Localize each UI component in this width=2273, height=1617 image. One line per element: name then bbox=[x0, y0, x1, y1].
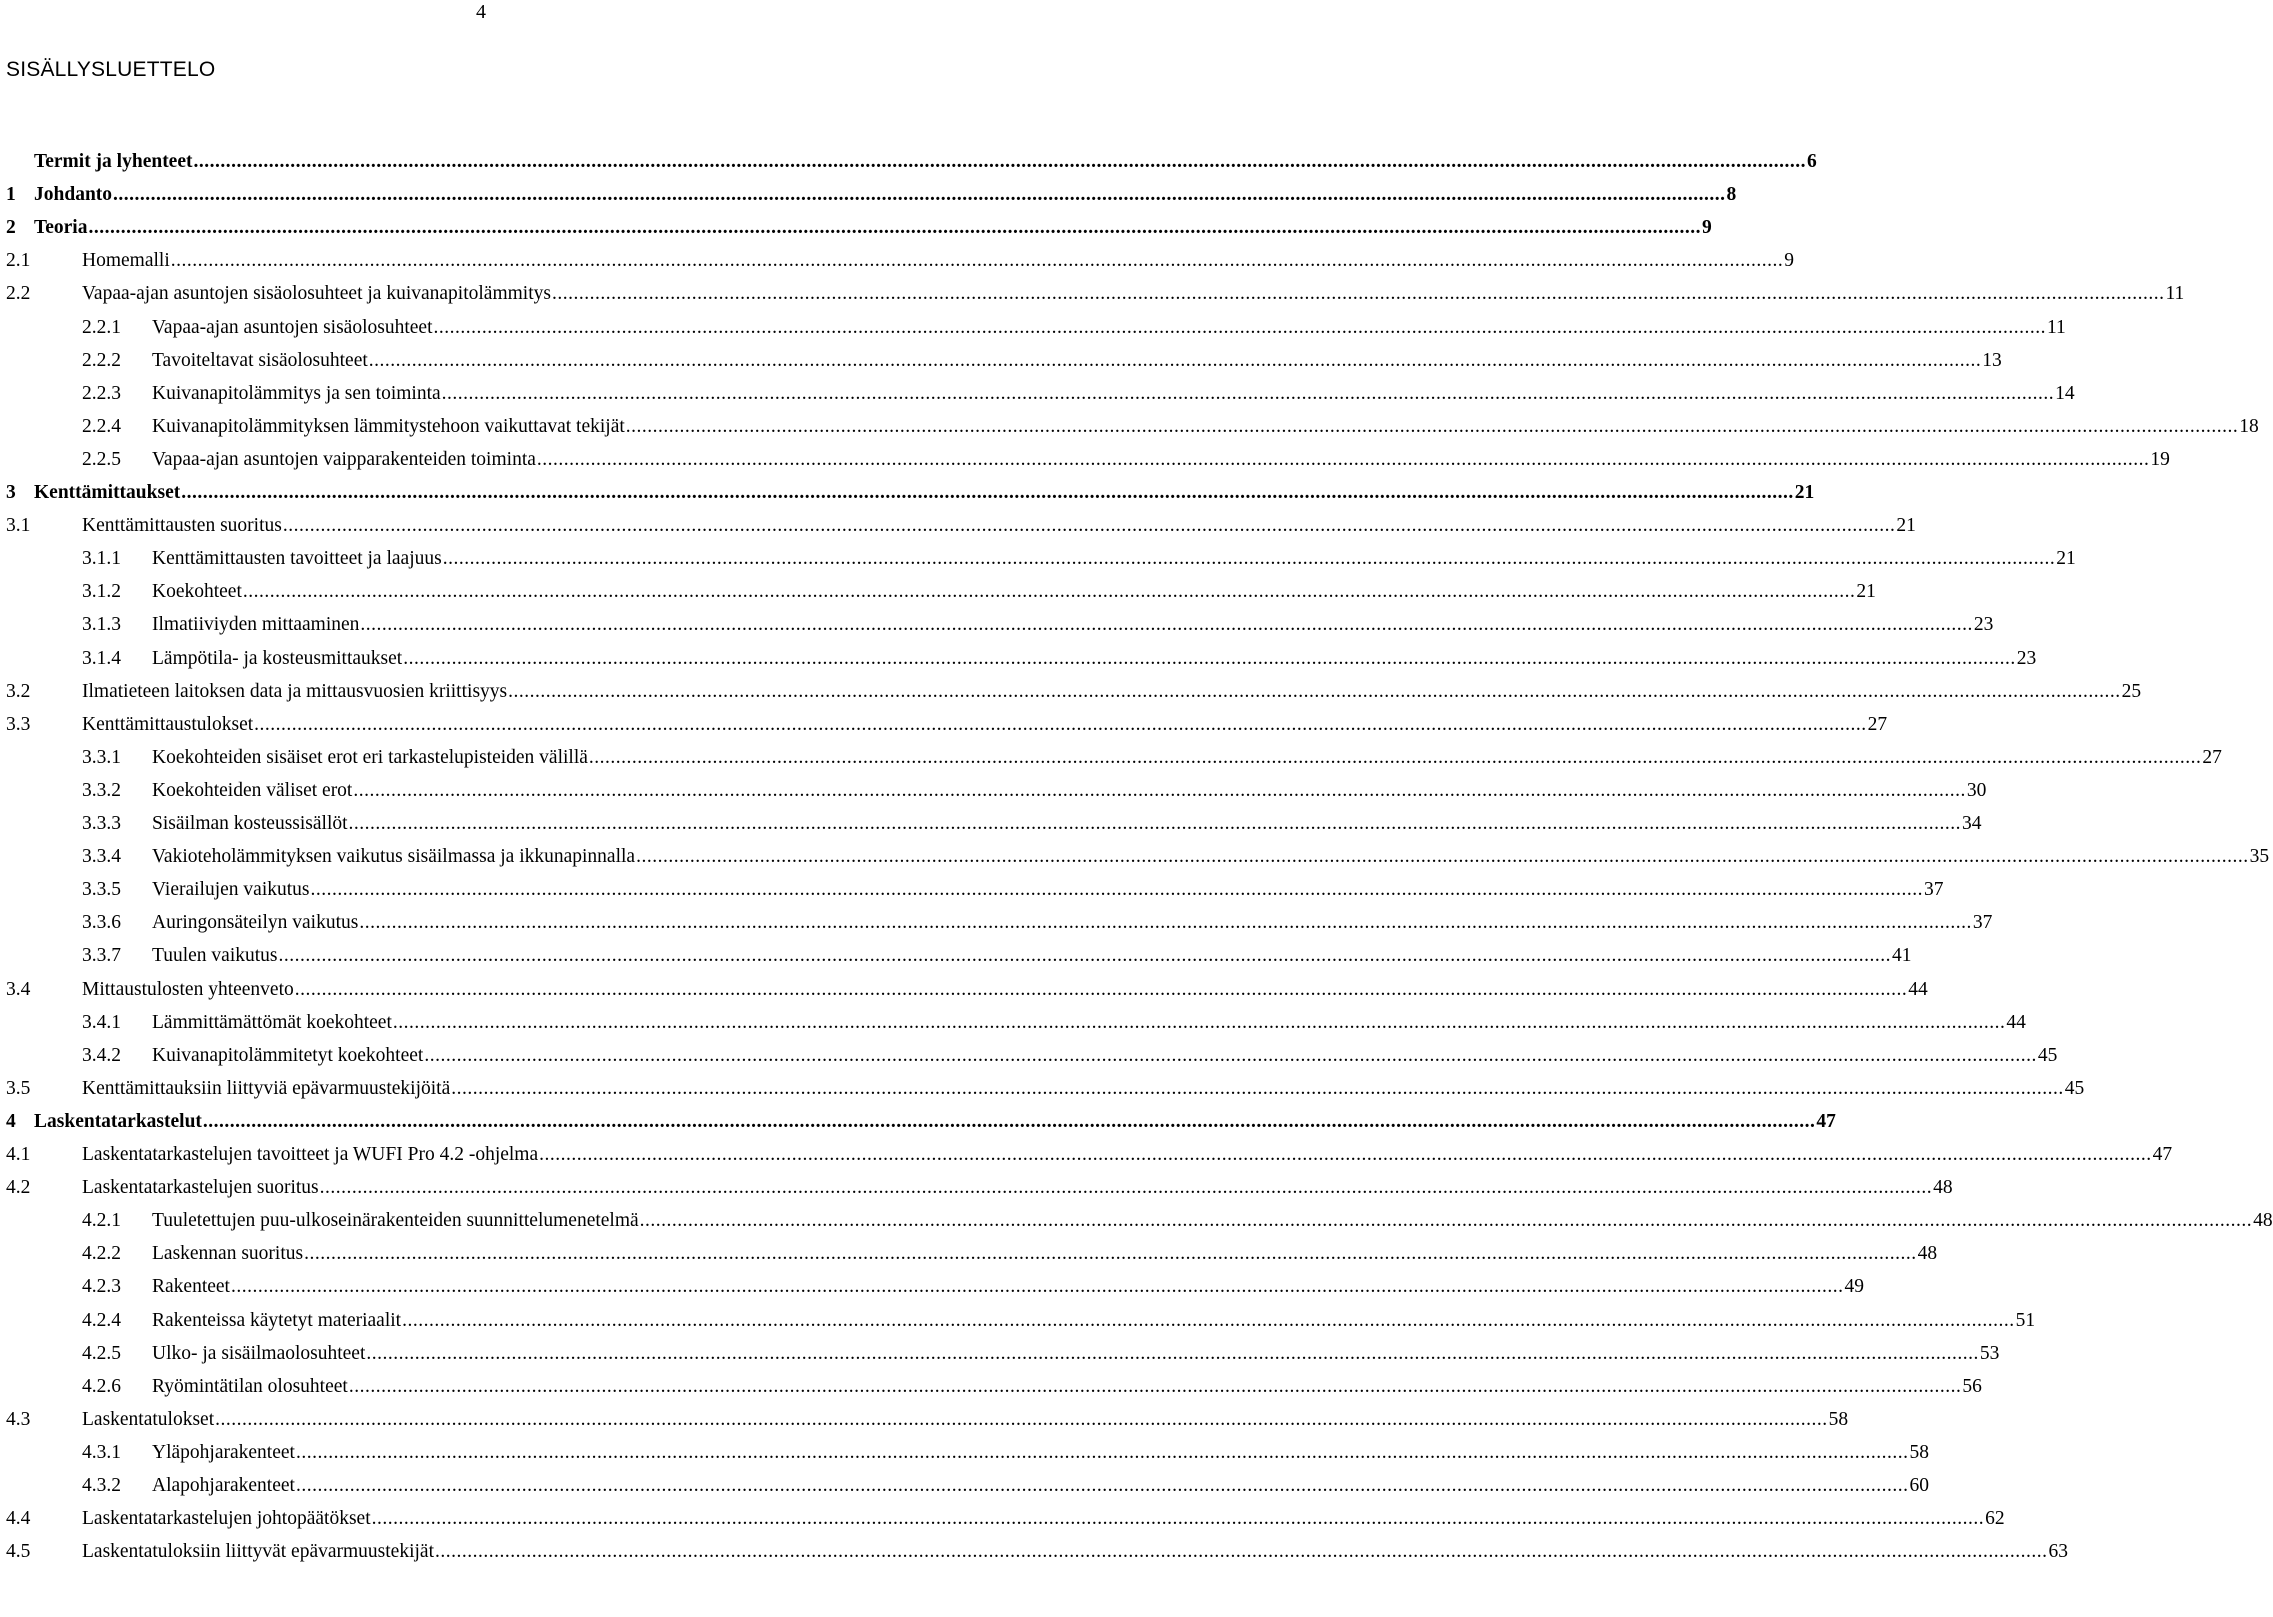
toc-entry-title: Lämpötila- ja kosteusmittaukset bbox=[152, 648, 403, 669]
toc-entry[interactable] bbox=[6, 1504, 2005, 1534]
toc-entry-number: 4 bbox=[6, 1111, 16, 1132]
toc-entry-number: 3.3 bbox=[6, 714, 31, 735]
toc-entry[interactable] bbox=[6, 1405, 1849, 1435]
toc-entry-number: 2.2.5 bbox=[82, 449, 121, 470]
toc-entry-page: 58 bbox=[1909, 1442, 1929, 1463]
toc-entry[interactable] bbox=[82, 445, 2170, 475]
toc-entry[interactable] bbox=[82, 743, 2222, 773]
toc-leader-dots: ............................................................................................................................................................................................................................................................................................................ bbox=[359, 912, 1972, 933]
toc-entry-title: Laskentatarkastelujen tavoitteet ja WUFI Pro 4.2 -ohjelma bbox=[82, 1144, 539, 1165]
toc-entry-title: Johdanto bbox=[34, 184, 113, 205]
toc-entry-page: 37 bbox=[1924, 879, 1944, 900]
toc-entry-title: Alapohjarakenteet bbox=[152, 1475, 295, 1496]
toc-leader-dots: ............................................................................................................................................................................................................................................................................................................ bbox=[193, 151, 1806, 172]
toc-entry-number: 3.3.2 bbox=[82, 780, 121, 801]
toc-entry-number: 3.2 bbox=[6, 681, 31, 702]
toc-entry[interactable] bbox=[82, 313, 2066, 343]
toc-entry-number: 2.2 bbox=[6, 283, 31, 304]
toc-entry-page: 35 bbox=[2249, 846, 2270, 867]
toc-entry-title: Kenttämittaustulokset bbox=[82, 714, 254, 735]
toc-leader-dots: ............................................................................................................................................................................................................................................................................................................ bbox=[254, 714, 1867, 735]
toc-entry-number: 3.3.7 bbox=[82, 945, 121, 966]
toc-entry-title: Lämmittämättömät koekohteet bbox=[152, 1012, 392, 1033]
toc-entry-title: Vakioteholämmityksen vaikutus sisäilmassa ja ikkunapinnalla bbox=[152, 846, 636, 867]
toc-entry-number: 3.1.3 bbox=[82, 614, 121, 635]
toc-entry-number: 4.2.2 bbox=[82, 1243, 121, 1264]
toc-entry-number: 3.4.2 bbox=[82, 1045, 121, 1066]
toc-leader-dots: ............................................................................................................................................................................................................................................................................................................ bbox=[304, 1243, 1917, 1264]
toc-entry-title: Kenttämittaukset bbox=[34, 482, 181, 503]
toc-entry-title: Kenttämittausten tavoitteet ja laajuus bbox=[152, 548, 442, 569]
toc-leader-dots: ............................................................................................................................................................................................................................................................................................................ bbox=[588, 747, 2202, 768]
toc-entry-title: Laskentatarkastelujen johtopäätökset bbox=[82, 1508, 371, 1529]
toc-entry-title: Homemalli bbox=[82, 250, 170, 271]
toc-leader-dots: ............................................................................................................................................................................................................................................................................................................ bbox=[88, 217, 1701, 238]
toc-entry-number: 3.1 bbox=[6, 515, 31, 536]
toc-entry-title: Kenttämittausten suoritus bbox=[82, 515, 282, 536]
toc-entry-title: Ilmatieteen laitoksen data ja mittausvuosien kriittisyys bbox=[82, 681, 508, 702]
toc-entry[interactable] bbox=[6, 511, 1916, 541]
toc-entry-number: 2 bbox=[6, 217, 16, 238]
toc-entry-title: Yläpohjarakenteet bbox=[152, 1442, 295, 1463]
toc-entry-number: 3.3.6 bbox=[82, 912, 121, 933]
toc-leader-dots: ............................................................................................................................................................................................................................................................................................................ bbox=[295, 1442, 1909, 1463]
toc-leader-dots: ............................................................................................................................................................................................................................................................................................................ bbox=[539, 1144, 2152, 1165]
toc-entry-page: 53 bbox=[1979, 1343, 2000, 1364]
toc-entry-page: 62 bbox=[1985, 1508, 2005, 1529]
toc-entry-title: Laskennan suoritus bbox=[152, 1243, 304, 1264]
toc-entry-page: 48 bbox=[2253, 1210, 2273, 1231]
toc-entry-page: 25 bbox=[2121, 681, 2142, 702]
toc-entry-page: 30 bbox=[1966, 780, 1987, 801]
toc-leader-dots: ............................................................................................................................................................................................................................................................................................................ bbox=[402, 1310, 2015, 1331]
toc-entry-page: 56 bbox=[1962, 1376, 1982, 1397]
toc-entry-number: 4.3.1 bbox=[82, 1442, 121, 1463]
toc-leader-dots: ............................................................................................................................................................................................................................................................................................................ bbox=[636, 846, 2249, 867]
toc-entry-number: 4.3.2 bbox=[82, 1475, 121, 1496]
toc-entry-page: 19 bbox=[2150, 449, 2170, 470]
toc-entry-page: 34 bbox=[1962, 813, 1982, 834]
toc-entry-title: Vapaa-ajan asuntojen sisäolosuhteet bbox=[152, 317, 433, 338]
toc-entry-title: Laskentatarkastelut bbox=[34, 1111, 202, 1132]
toc-entry[interactable] bbox=[82, 346, 2002, 376]
toc-entry[interactable] bbox=[6, 213, 1712, 243]
toc-leader-dots: ............................................................................................................................................................................................................................................................................................................ bbox=[282, 515, 1896, 536]
toc-entry[interactable] bbox=[82, 610, 1994, 640]
toc-leader-dots: ............................................................................................................................................................................................................................................................................................................ bbox=[392, 1012, 2006, 1033]
toc-entry-title: Rakenteet bbox=[152, 1276, 230, 1297]
toc-entry-page: 21 bbox=[1896, 515, 1916, 536]
toc-entry[interactable] bbox=[82, 1471, 1929, 1501]
toc-entry-number: 3.5 bbox=[6, 1078, 31, 1099]
toc-leader-dots: ............................................................................................................................................................................................................................................................................................................ bbox=[371, 1508, 1985, 1529]
toc-entry-page: 44 bbox=[2006, 1012, 2026, 1033]
toc-entry-title: Kuivanapitolämmityksen lämmitystehoon vaikuttavat tekijät bbox=[152, 416, 625, 437]
toc-entry[interactable] bbox=[6, 1140, 2173, 1170]
toc-entry[interactable] bbox=[6, 1074, 2085, 1104]
toc-entry[interactable] bbox=[6, 147, 1817, 177]
toc-leader-dots: ............................................................................................................................................................................................................................................................................................................ bbox=[278, 945, 1892, 966]
toc-entry-title: Termit ja lyhenteet bbox=[34, 151, 193, 172]
toc-entry-page: 45 bbox=[2037, 1045, 2058, 1066]
toc-leader-dots: ............................................................................................................................................................................................................................................................................................................ bbox=[295, 1475, 1909, 1496]
toc-entry-number: 4.4 bbox=[6, 1508, 31, 1529]
toc-entry[interactable] bbox=[82, 1372, 1982, 1402]
toc-entry-title: Vierailujen vaikutus bbox=[152, 879, 310, 900]
toc-entry[interactable] bbox=[6, 677, 2142, 707]
toc-entry-page: 21 bbox=[1856, 581, 1876, 602]
toc-leader-dots: ............................................................................................................................................................................................................................................................................................................ bbox=[319, 1177, 1933, 1198]
toc-entry-number: 3.4.1 bbox=[82, 1012, 121, 1033]
toc-entry[interactable] bbox=[82, 412, 2259, 442]
toc-entry-number: 1 bbox=[6, 184, 16, 205]
toc-leader-dots: ............................................................................................................................................................................................................................................................................................................ bbox=[441, 383, 2055, 404]
toc-entry-title: Koekohteet bbox=[152, 581, 242, 602]
toc-entry[interactable] bbox=[6, 975, 1928, 1005]
toc-entry[interactable] bbox=[82, 544, 2076, 574]
toc-entry[interactable] bbox=[6, 478, 1815, 508]
toc-leader-dots: ............................................................................................................................................................................................................................................................................................................ bbox=[424, 1045, 2037, 1066]
toc-leader-dots: ............................................................................................................................................................................................................................................................................................................ bbox=[230, 1276, 1844, 1297]
toc-entry-page: 27 bbox=[1867, 714, 1888, 735]
toc-entry[interactable] bbox=[6, 710, 1888, 740]
toc-leader-dots: ............................................................................................................................................................................................................................................................................................................ bbox=[348, 813, 1962, 834]
toc-entry-page: 48 bbox=[1933, 1177, 1953, 1198]
toc-entry[interactable] bbox=[82, 1339, 2000, 1369]
toc-entry-page: 21 bbox=[2056, 548, 2076, 569]
toc-entry-number: 3.1.1 bbox=[82, 548, 121, 569]
toc-leader-dots: ............................................................................................................................................................................................................................................................................................................ bbox=[353, 780, 1966, 801]
toc-leader-dots: ............................................................................................................................................................................................................................................................................................................ bbox=[181, 482, 1794, 503]
toc-entry-page: 8 bbox=[1726, 184, 1737, 205]
toc-entry-page: 44 bbox=[1908, 979, 1928, 1000]
toc-leader-dots: ............................................................................................................................................................................................................................................................................................................ bbox=[294, 979, 1908, 1000]
toc-entry-title: Kuivanapitolämmitetyt koekohteet bbox=[152, 1045, 424, 1066]
toc-leader-dots: ............................................................................................................................................................................................................................................................................................................ bbox=[368, 350, 1982, 371]
toc-entry-number: 4.2.1 bbox=[82, 1210, 121, 1231]
toc-entry-page: 21 bbox=[1794, 482, 1815, 503]
toc-entry-number: 4.2.3 bbox=[82, 1276, 121, 1297]
toc-entry[interactable] bbox=[6, 1173, 1953, 1203]
toc-leader-dots: ............................................................................................................................................................................................................................................................................................................ bbox=[242, 581, 1856, 602]
toc-leader-dots: ............................................................................................................................................................................................................................................................................................................ bbox=[551, 283, 2165, 304]
toc-entry-title: Koekohteiden sisäiset erot eri tarkastelupisteiden välillä bbox=[152, 747, 588, 768]
toc-entry-page: 23 bbox=[2016, 648, 2037, 669]
toc-leader-dots: ............................................................................................................................................................................................................................................................................................................ bbox=[403, 648, 2016, 669]
toc-leader-dots: ............................................................................................................................................................................................................................................................................................................ bbox=[639, 1210, 2253, 1231]
toc-leader-dots: ............................................................................................................................................................................................................................................................................................................ bbox=[215, 1409, 1828, 1430]
toc-entry-title: Rakenteissa käytetyt materiaalit bbox=[152, 1310, 402, 1331]
toc-entry-number: 4.3 bbox=[6, 1409, 31, 1430]
toc-entry-number: 4.1 bbox=[6, 1144, 31, 1165]
toc-entry-title: Auringonsäteilyn vaikutus bbox=[152, 912, 359, 933]
toc-entry-title: Laskentatarkastelujen suoritus bbox=[82, 1177, 319, 1198]
toc-entry-title: Kuivanapitolämmitys ja sen toiminta bbox=[152, 383, 441, 404]
toc-entry-number: 3.3.4 bbox=[82, 846, 121, 867]
toc-entry-page: 51 bbox=[2015, 1310, 2036, 1331]
toc-entry-title: Tavoiteltavat sisäolosuhteet bbox=[152, 350, 368, 371]
toc-entry-number: 3.3.1 bbox=[82, 747, 121, 768]
toc-entry-title: Kenttämittauksiin liittyviä epävarmuustekijöitä bbox=[82, 1078, 451, 1099]
toc-entry[interactable] bbox=[82, 379, 2075, 409]
toc-entry[interactable] bbox=[82, 1438, 1929, 1468]
toc-entry[interactable] bbox=[82, 941, 1912, 971]
toc-entry-page: 9 bbox=[1701, 217, 1712, 238]
toc-entry-title: Laskentatuloksiin liittyvät epävarmuustekijät bbox=[82, 1541, 434, 1562]
toc-entry-number: 3.1.4 bbox=[82, 648, 121, 669]
toc-entry[interactable] bbox=[82, 875, 1944, 905]
toc-entry-number: 4.2.6 bbox=[82, 1376, 121, 1397]
toc-entry-number: 3.1.2 bbox=[82, 581, 121, 602]
toc-leader-dots: ............................................................................................................................................................................................................................................................................................................ bbox=[625, 416, 2239, 437]
toc-entry[interactable] bbox=[6, 279, 2185, 309]
toc-entry-page: 48 bbox=[1917, 1243, 1938, 1264]
toc-entry-number: 3.3.5 bbox=[82, 879, 121, 900]
toc-entry-title: Koekohteiden väliset erot bbox=[152, 780, 353, 801]
toc-entry-number: 4.2.5 bbox=[82, 1343, 121, 1364]
toc-entry-page: 63 bbox=[2048, 1541, 2068, 1562]
toc-heading: SISÄLLYSLUETTELO bbox=[6, 58, 216, 81]
toc-entry-title: Vapaa-ajan asuntojen vaipparakenteiden toiminta bbox=[152, 449, 536, 470]
toc-entry-page: 47 bbox=[2152, 1144, 2173, 1165]
toc-entry-page: 23 bbox=[1973, 614, 1994, 635]
toc-entry-title: Vapaa-ajan asuntojen sisäolosuhteet ja kuivanapitolämmitys bbox=[82, 283, 551, 304]
toc-entry[interactable] bbox=[82, 1272, 1864, 1302]
toc-leader-dots: ............................................................................................................................................................................................................................................................................................................ bbox=[113, 184, 1726, 205]
toc-entry-page: 11 bbox=[2165, 283, 2185, 304]
toc-entry[interactable] bbox=[82, 1306, 2036, 1336]
toc-entry-number: 3.4 bbox=[6, 979, 31, 1000]
toc-leader-dots: ............................................................................................................................................................................................................................................................................................................ bbox=[360, 614, 1973, 635]
toc-entry-number: 2.2.4 bbox=[82, 416, 121, 437]
toc-entry-title: Teoria bbox=[34, 217, 88, 238]
toc-entry-number: 2.2.3 bbox=[82, 383, 121, 404]
toc-leader-dots: ............................................................................................................................................................................................................................................................................................................ bbox=[536, 449, 2150, 470]
toc-leader-dots: ............................................................................................................................................................................................................................................................................................................ bbox=[442, 548, 2056, 569]
toc-leader-dots: ............................................................................................................................................................................................................................................................................................................ bbox=[310, 879, 1923, 900]
toc-entry[interactable] bbox=[82, 644, 2037, 674]
toc-entry-page: 13 bbox=[1982, 350, 2002, 371]
toc-leader-dots: ............................................................................................................................................................................................................................................................................................................ bbox=[348, 1376, 1962, 1397]
toc-leader-dots: ............................................................................................................................................................................................................................................................................................................ bbox=[435, 1541, 2048, 1562]
toc-entry-title: Tuuletettujen puu-ulkoseinärakenteiden suunnittelumenetelmä bbox=[152, 1210, 639, 1231]
toc-entry-number: 4.2.4 bbox=[82, 1310, 121, 1331]
toc-leader-dots: ............................................................................................................................................................................................................................................................................................................ bbox=[451, 1078, 2064, 1099]
toc-entry-title: Ryömintätilan olosuhteet bbox=[152, 1376, 348, 1397]
toc-entry[interactable] bbox=[82, 809, 1982, 839]
toc-entry-page: 58 bbox=[1828, 1409, 1849, 1430]
toc-entry-number: 3.3.3 bbox=[82, 813, 121, 834]
toc-entry[interactable] bbox=[6, 246, 1794, 276]
toc-entry-number: 2.2.1 bbox=[82, 317, 121, 338]
toc-entry-page: 49 bbox=[1844, 1276, 1864, 1297]
toc-entry-number: 4.2 bbox=[6, 1177, 31, 1198]
toc-entry[interactable] bbox=[82, 1206, 2273, 1236]
toc-entry-page: 14 bbox=[2055, 383, 2075, 404]
toc-entry[interactable] bbox=[6, 180, 1737, 210]
toc-entry-title: Mittaustulosten yhteenveto bbox=[82, 979, 294, 1000]
toc-entry-title: Sisäilman kosteussisällöt bbox=[152, 813, 348, 834]
toc-entry[interactable] bbox=[82, 577, 1876, 607]
toc-leader-dots: ............................................................................................................................................................................................................................................................................................................ bbox=[366, 1343, 1979, 1364]
toc-entry-page: 9 bbox=[1784, 250, 1794, 271]
toc-entry-page: 47 bbox=[1816, 1111, 1836, 1132]
toc-leader-dots: ............................................................................................................................................................................................................................................................................................................ bbox=[170, 250, 1784, 271]
toc-entry[interactable] bbox=[82, 908, 1993, 938]
toc-entry[interactable] bbox=[6, 1107, 1836, 1137]
toc-entry-page: 45 bbox=[2064, 1078, 2085, 1099]
toc-entry-title: Tuulen vaikutus bbox=[152, 945, 278, 966]
toc-entry-page: 18 bbox=[2239, 416, 2259, 437]
toc-entry[interactable] bbox=[82, 842, 2270, 872]
toc-entry-number: 3 bbox=[6, 482, 16, 503]
toc-entry-page: 41 bbox=[1892, 945, 1912, 966]
toc-entry-title: Ulko- ja sisäilmaolosuhteet bbox=[152, 1343, 366, 1364]
toc-leader-dots: ............................................................................................................................................................................................................................................................................................................ bbox=[508, 681, 2121, 702]
toc-entry-number: 2.1 bbox=[6, 250, 31, 271]
toc-leader-dots: ............................................................................................................................................................................................................................................................................................................ bbox=[202, 1111, 1816, 1132]
toc-entry-number: 4.5 bbox=[6, 1541, 31, 1562]
toc-entry[interactable] bbox=[6, 1537, 2068, 1567]
toc-entry-page: 60 bbox=[1909, 1475, 1929, 1496]
toc-entry-page: 27 bbox=[2202, 747, 2222, 768]
page-number: 4 bbox=[476, 1, 486, 23]
toc-entry-title: Ilmatiiviyden mittaaminen bbox=[152, 614, 360, 635]
toc-entry[interactable] bbox=[82, 1041, 2058, 1071]
toc-entry-title: Laskentatulokset bbox=[82, 1409, 215, 1430]
toc-leader-dots: ............................................................................................................................................................................................................................................................................................................ bbox=[433, 317, 2046, 338]
toc-entry[interactable] bbox=[82, 1008, 2026, 1038]
toc-entry-page: 11 bbox=[2047, 317, 2066, 338]
toc-entry-page: 6 bbox=[1807, 151, 1817, 172]
toc-entry[interactable] bbox=[82, 776, 1987, 806]
toc-entry[interactable] bbox=[82, 1239, 1938, 1269]
toc-entry-page: 37 bbox=[1972, 912, 1993, 933]
toc-entry-number: 2.2.2 bbox=[82, 350, 121, 371]
